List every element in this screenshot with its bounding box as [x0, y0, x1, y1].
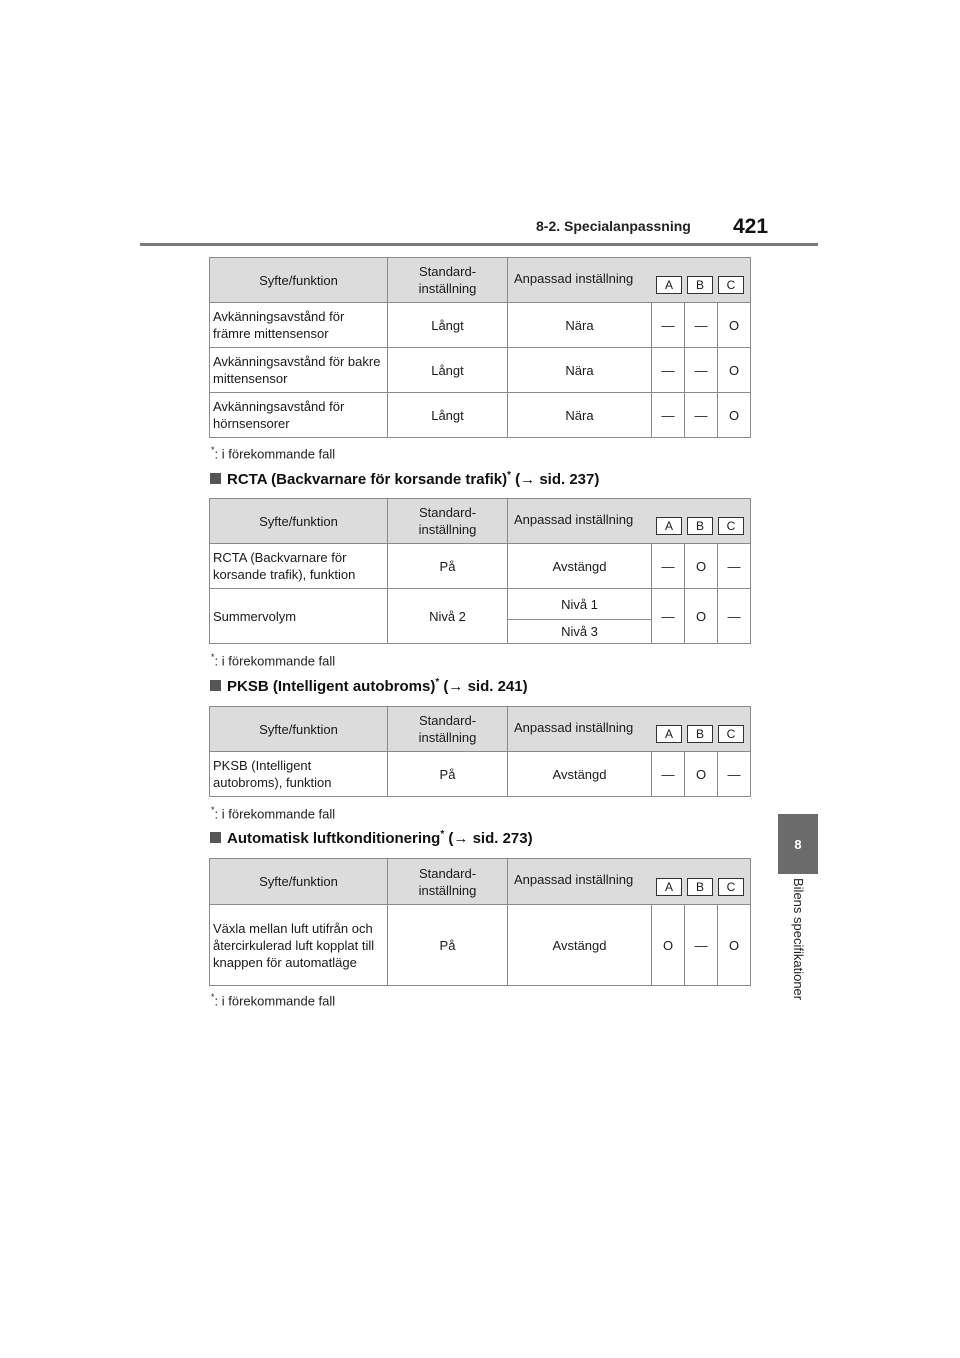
bullet-square-icon: [210, 473, 221, 484]
c-cell: O: [718, 905, 751, 986]
default-cell: Nivå 2: [388, 589, 508, 644]
b-cell: —: [685, 348, 718, 393]
table-row: [210, 303, 751, 348]
a-cell: —: [652, 589, 685, 644]
a-cell: —: [652, 348, 685, 393]
a-cell: O: [652, 905, 685, 986]
rcta-table: [209, 498, 751, 644]
header-b: B: [687, 517, 713, 535]
b-cell: —: [685, 905, 718, 986]
header-c: C: [718, 725, 744, 743]
section-heading-pksb: PKSB (Intelligent autobroms)* (→ sid. 241): [210, 677, 528, 695]
header-c: C: [718, 276, 744, 294]
header-function: Syfte/funktion: [210, 258, 388, 303]
default-cell: På: [388, 905, 508, 986]
footnote: *: i förekommande fall: [211, 652, 336, 669]
bullet-square-icon: [210, 832, 221, 843]
bullet-square-icon: [210, 680, 221, 691]
header-function: Syfte/funktion: [210, 499, 388, 544]
section-heading-ac: Automatisk luftkonditionering* (→ sid. 273): [210, 829, 533, 847]
footnote: *: i förekommande fall: [211, 805, 336, 822]
a-cell: —: [652, 303, 685, 348]
section-header: 8-2. Specialanpassning: [536, 218, 691, 234]
header-c: C: [718, 517, 744, 535]
c-cell: O: [718, 348, 751, 393]
function-cell: Avkänningsavstånd för främre mittensensor: [210, 303, 388, 348]
header-custom: Anpassad inställning A B C: [508, 258, 751, 303]
function-cell: RCTA (Backvarnare för korsande trafik), funktion: [210, 544, 388, 589]
section-heading-rcta: RCTA (Backvarnare för korsande trafik)* (→ sid. 237): [210, 470, 599, 488]
c-cell: O: [718, 393, 751, 438]
ac-table: [209, 858, 751, 986]
header-function: Syfte/funktion: [210, 707, 388, 752]
table-row: [210, 752, 751, 797]
default-cell: Långt: [388, 348, 508, 393]
default-cell: På: [388, 752, 508, 797]
header-c: C: [718, 878, 744, 896]
a-cell: —: [652, 544, 685, 589]
function-cell: Avkänningsavstånd för hörnsensorer: [210, 393, 388, 438]
header-a: A: [656, 725, 682, 743]
sensor-distance-table: [209, 257, 751, 438]
header-custom: Anpassad inställning A B C: [508, 499, 751, 544]
b-cell: —: [685, 303, 718, 348]
header-default: Standard- inställning: [388, 707, 508, 752]
function-cell: Avkänningsavstånd för bakre mittensensor: [210, 348, 388, 393]
default-cell: Långt: [388, 393, 508, 438]
header-custom: Anpassad inställning A B C: [508, 859, 751, 905]
custom-cell: Avstängd: [508, 544, 652, 589]
a-cell: —: [652, 752, 685, 797]
default-cell: Långt: [388, 303, 508, 348]
footnote: *: i förekommande fall: [211, 445, 336, 462]
custom-cell: Nära: [508, 393, 652, 438]
b-cell: —: [685, 393, 718, 438]
header-default: Standard- inställning: [388, 499, 508, 544]
function-cell: Summervolym: [210, 589, 388, 644]
b-cell: O: [685, 544, 718, 589]
chapter-tab: 8: [778, 814, 818, 874]
table-row: [210, 348, 751, 393]
c-cell: —: [718, 752, 751, 797]
header-rule: [140, 243, 818, 246]
table-row: [210, 393, 751, 438]
custom-cell: Avstängd: [508, 752, 652, 797]
header-a: A: [656, 517, 682, 535]
page-number: 421: [733, 215, 769, 238]
header-default: Standard- inställning: [388, 859, 508, 905]
table-row: [210, 544, 751, 589]
custom-cell: Nära: [508, 303, 652, 348]
b-cell: O: [685, 752, 718, 797]
c-cell: O: [718, 303, 751, 348]
header-default: Standard- inställning: [388, 258, 508, 303]
default-cell: På: [388, 544, 508, 589]
chapter-title: Bilens specifikationer: [791, 878, 806, 1001]
custom-cell: Nära: [508, 348, 652, 393]
c-cell: —: [718, 544, 751, 589]
b-cell: O: [685, 589, 718, 644]
table-row: [210, 589, 751, 644]
function-cell: PKSB (Intelligent autobroms), funktion: [210, 752, 388, 797]
custom-option-1: Nivå 1: [508, 590, 651, 620]
header-a: A: [656, 878, 682, 896]
table-row: [210, 905, 751, 986]
header-b: B: [687, 276, 713, 294]
header-b: B: [687, 878, 713, 896]
header-b: B: [687, 725, 713, 743]
function-cell: Växla mellan luft utifrån och återcirkulerad luft kopplat till knappen för automatläge: [210, 905, 388, 986]
pksb-table: [209, 706, 751, 797]
header-a: A: [656, 276, 682, 294]
custom-cell: Avstängd: [508, 905, 652, 986]
footnote: *: i förekommande fall: [211, 992, 336, 1009]
a-cell: —: [652, 393, 685, 438]
header-function: Syfte/funktion: [210, 859, 388, 905]
header-custom: Anpassad inställning A B C: [508, 707, 751, 752]
c-cell: —: [718, 589, 751, 644]
custom-cell: [508, 589, 652, 644]
custom-option-2: Nivå 3: [561, 623, 598, 639]
